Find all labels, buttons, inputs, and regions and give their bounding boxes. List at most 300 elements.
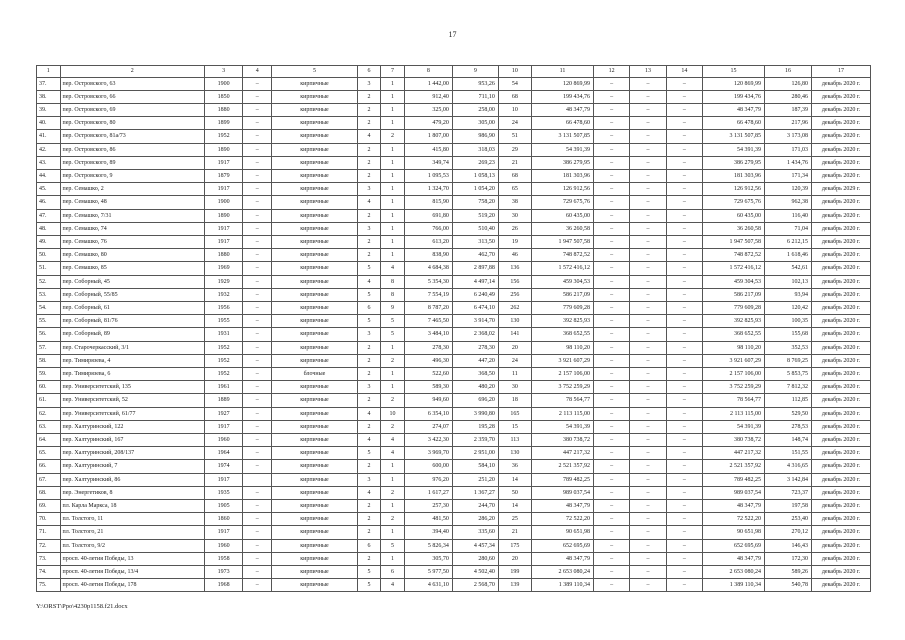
cell-col-4: – [243,301,272,314]
header-cell-cost-per-sqm: 16 [765,66,812,78]
cell-floors: 2 [357,143,381,156]
cell-col-4: – [243,526,272,539]
cell-col-13: – [630,196,666,209]
header-cell-cost: 11 [531,66,593,78]
cell-year-built: 1917 [204,156,242,169]
cell-floors: 2 [357,460,381,473]
cell-address: пер. Островского, 9 [60,169,204,182]
cell-col-14: – [666,301,702,314]
cell-col-13: – [630,367,666,380]
cell-col-13: – [630,566,666,579]
cell-address: пер. Халтуринский, 208/137 [60,447,204,460]
cell-floors: 3 [357,381,381,394]
cell-address: пер. Халтуринский, 86 [60,473,204,486]
table-row [37,486,871,499]
header-cell-residents: 10 [498,66,531,78]
cell-year-built: 1880 [204,249,242,262]
cell-cost-per-sqm: 112,85 [765,394,812,407]
cell-year-built: 1899 [204,117,242,130]
cell-cost-per-sqm: 5 853,75 [765,367,812,380]
cell-cost: 2 157 106,00 [531,367,593,380]
cell-year-built: 1969 [204,262,242,275]
cell-cost-per-sqm: 93,94 [765,288,812,301]
cell-cost-total: 36 260,58 [703,222,765,235]
cell-col-14: – [666,235,702,248]
cell-living-area: 480,20 [452,381,498,394]
cell-deadline: декабрь 2020 г. [812,169,871,182]
table-row [37,367,871,380]
cell-year-built: 1890 [204,209,242,222]
cell-entrances: 1 [381,156,405,169]
cell-cost: 380 738,72 [531,433,593,446]
cell-living-area: 1 054,20 [452,183,498,196]
cell-cost: 386 279,95 [531,156,593,169]
cell-residents: 256 [498,288,531,301]
cell-entrances: 1 [381,169,405,182]
cell-col-13: – [630,526,666,539]
cell-cost: 181 303,96 [531,169,593,182]
cell-cost-total: 380 738,72 [703,433,765,446]
table-row [37,566,871,579]
cell-deadline: декабрь 2020 г. [812,156,871,169]
cell-cost-total: 3 921 607,29 [703,354,765,367]
cell-address: пер. Тимирязева, 6 [60,367,204,380]
cell-total-area: 691,80 [404,209,452,222]
cell-cost-total: 459 304,53 [703,275,765,288]
cell-row-number: 62. [37,407,61,420]
cell-deadline: декабрь 2020 г. [812,500,871,513]
cell-cost: 126 912,56 [531,183,593,196]
cell-residents: 113 [498,433,531,446]
cell-cost-per-sqm: 540,78 [765,579,812,592]
cell-col-12: – [593,328,629,341]
table-body [37,66,871,592]
cell-col-13: – [630,183,666,196]
cell-cost-total: 54 391,39 [703,143,765,156]
cell-col-13: – [630,288,666,301]
cell-wall-material: кирпичные [272,539,358,552]
cell-residents: 14 [498,473,531,486]
table-row [37,90,871,103]
cell-wall-material: кирпичные [272,301,358,314]
cell-wall-material: кирпичные [272,262,358,275]
cell-floors: 2 [357,156,381,169]
cell-total-area: 496,30 [404,354,452,367]
cell-address: пер. Халтуринский, 122 [60,420,204,433]
cell-col-4: – [243,249,272,262]
cell-total-area: 394,40 [404,526,452,539]
cell-living-area: 2 897,88 [452,262,498,275]
cell-cost-per-sqm: 3 173,08 [765,130,812,143]
cell-residents: 15 [498,420,531,433]
cell-cost-per-sqm: 102,13 [765,275,812,288]
cell-cost-total: 1 389 110,34 [703,579,765,592]
cell-col-12: – [593,500,629,513]
cell-year-built: 1900 [204,77,242,90]
cell-cost: 2 653 080,24 [531,566,593,579]
cell-col-4 [243,473,272,486]
cell-deadline: декабрь 2020 г. [812,420,871,433]
cell-cost-total: 48 347,79 [703,500,765,513]
cell-floors: 4 [357,407,381,420]
cell-col-13: – [630,249,666,262]
cell-cost: 1 572 416,12 [531,262,593,275]
cell-address: пер. Семашко, 80 [60,249,204,262]
cell-row-number: 52. [37,275,61,288]
header-cell-col-14: 14 [666,66,702,78]
cell-floors: 5 [357,262,381,275]
cell-address: просп. 40-летия Победы, 13 [60,552,204,565]
cell-cost-total: 78 564,77 [703,394,765,407]
cell-year-built: 1905 [204,500,242,513]
cell-row-number: 73. [37,552,61,565]
cell-row-number: 54. [37,301,61,314]
cell-entrances: 2 [381,420,405,433]
cell-deadline: декабрь 2020 г. [812,381,871,394]
cell-cost: 729 675,76 [531,196,593,209]
table-row [37,117,871,130]
cell-address: пл. Толстого, 9/2 [60,539,204,552]
cell-year-built: 1917 [204,420,242,433]
cell-cost-total: 54 391,39 [703,420,765,433]
cell-wall-material: кирпичные [272,566,358,579]
table-row [37,222,871,235]
cell-total-area: 3 422,30 [404,433,452,446]
cell-col-4: – [243,196,272,209]
cell-col-12: – [593,249,629,262]
cell-cost: 459 304,53 [531,275,593,288]
cell-col-12: – [593,407,629,420]
cell-total-area: 838,90 [404,249,452,262]
cell-col-4: – [243,117,272,130]
cell-col-14: – [666,526,702,539]
cell-cost-per-sqm: 1 434,76 [765,156,812,169]
cell-cost: 3 921 607,29 [531,354,593,367]
cell-col-14: – [666,447,702,460]
cell-floors: 2 [357,117,381,130]
cell-living-area: 4 457,34 [452,539,498,552]
cell-floors: 2 [357,394,381,407]
cell-address: просп. 40-летия Победы, 178 [60,579,204,592]
cell-residents: 50 [498,486,531,499]
cell-col-4: – [243,130,272,143]
cell-wall-material: кирпичные [272,288,358,301]
cell-deadline: декабрь 2020 г. [812,196,871,209]
cell-col-14: – [666,328,702,341]
cell-address: пер. Семашко, 85 [60,262,204,275]
cell-col-12: – [593,539,629,552]
cell-year-built: 1932 [204,288,242,301]
cell-col-13: – [630,301,666,314]
cell-wall-material: кирпичные [272,341,358,354]
cell-cost-total: 72 522,20 [703,513,765,526]
cell-col-12: – [593,222,629,235]
cell-year-built: 1961 [204,381,242,394]
cell-col-13: – [630,460,666,473]
cell-deadline: декабрь 2020 г. [812,262,871,275]
cell-col-14: – [666,315,702,328]
cell-living-area: 510,40 [452,222,498,235]
cell-living-area: 1 058,13 [452,169,498,182]
cell-col-4: – [243,394,272,407]
cell-cost: 90 651,98 [531,526,593,539]
cell-living-area: 696,20 [452,394,498,407]
cell-col-13: – [630,209,666,222]
cell-col-13: – [630,130,666,143]
cell-cost: 1 947 507,58 [531,235,593,248]
cell-col-14: – [666,420,702,433]
cell-col-12: – [593,169,629,182]
cell-address: пер. Энергетиков, 8 [60,486,204,499]
cell-col-12: – [593,130,629,143]
cell-col-12: – [593,275,629,288]
cell-col-13: – [630,275,666,288]
cell-living-area: 6 240,49 [452,288,498,301]
cell-entrances: 2 [381,486,405,499]
cell-cost-per-sqm: 217,96 [765,117,812,130]
cell-address: пер. Университетский, 135 [60,381,204,394]
cell-year-built: 1964 [204,447,242,460]
cell-col-13: – [630,394,666,407]
cell-wall-material: кирпичные [272,328,358,341]
cell-col-13: – [630,90,666,103]
cell-deadline: декабрь 2020 г. [812,367,871,380]
cell-wall-material: кирпичные [272,407,358,420]
cell-col-4: – [243,156,272,169]
cell-cost: 748 872,52 [531,249,593,262]
cell-col-4: – [243,486,272,499]
cell-col-13: – [630,77,666,90]
cell-col-12: – [593,288,629,301]
cell-col-14: – [666,433,702,446]
cell-col-4: – [243,169,272,182]
cell-year-built: 1956 [204,301,242,314]
cell-address: пер. Островского, 86 [60,143,204,156]
cell-residents: 30 [498,209,531,222]
cell-cost-total: 652 695,69 [703,539,765,552]
cell-entrances: 8 [381,275,405,288]
cell-col-13: – [630,169,666,182]
cell-living-area: 258,00 [452,103,498,116]
cell-cost-per-sqm: 116,40 [765,209,812,222]
cell-living-area: 286,20 [452,513,498,526]
cell-col-13: – [630,381,666,394]
cell-cost-total: 181 303,96 [703,169,765,182]
cell-cost-total: 2 113 115,00 [703,407,765,420]
cell-residents: 29 [498,143,531,156]
cell-address: пер. Университетский, 61/77 [60,407,204,420]
cell-cost-total: 48 347,79 [703,103,765,116]
cell-cost-total: 789 482,25 [703,473,765,486]
cell-residents: 46 [498,249,531,262]
table-row [37,539,871,552]
cell-col-13: – [630,156,666,169]
table-header-row [37,66,871,78]
cell-col-12: – [593,117,629,130]
cell-cost-total: 126 912,56 [703,183,765,196]
cell-cost-total: 90 651,98 [703,526,765,539]
table-row [37,513,871,526]
cell-residents: 165 [498,407,531,420]
cell-deadline: декабрь 2020 г. [812,539,871,552]
cell-cost: 2 521 357,92 [531,460,593,473]
cell-residents: 262 [498,301,531,314]
cell-wall-material: блочные [272,367,358,380]
cell-year-built: 1974 [204,460,242,473]
cell-floors: 4 [357,433,381,446]
cell-col-4: – [243,354,272,367]
cell-residents: 54 [498,77,531,90]
cell-total-area: 257,30 [404,500,452,513]
cell-residents: 11 [498,367,531,380]
cell-col-14: – [666,381,702,394]
table-row [37,315,871,328]
cell-cost-per-sqm: 723,37 [765,486,812,499]
cell-row-number: 40. [37,117,61,130]
cell-row-number: 45. [37,183,61,196]
cell-cost: 392 825,93 [531,315,593,328]
cell-total-area: 274,07 [404,420,452,433]
cell-wall-material: кирпичные [272,433,358,446]
cell-wall-material: кирпичные [272,235,358,248]
cell-col-14: – [666,103,702,116]
cell-wall-material: кирпичные [272,381,358,394]
cell-wall-material: кирпичные [272,579,358,592]
cell-deadline: декабрь 2020 г. [812,486,871,499]
cell-total-area: 5 977,50 [404,566,452,579]
cell-year-built: 1879 [204,169,242,182]
cell-living-area: 758,20 [452,196,498,209]
cell-floors: 5 [357,447,381,460]
cell-col-12: – [593,354,629,367]
cell-cost-per-sqm: 278,53 [765,420,812,433]
cell-entrances: 5 [381,315,405,328]
cell-address: пер. Семашко, 76 [60,235,204,248]
cell-cost-total: 989 037,54 [703,486,765,499]
cell-col-4: – [243,513,272,526]
cell-col-14: – [666,249,702,262]
cell-living-area: 2 568,70 [452,579,498,592]
cell-wall-material: кирпичные [272,500,358,513]
cell-year-built: 1917 [204,222,242,235]
cell-deadline: декабрь 2020 г. [812,341,871,354]
cell-row-number: 47. [37,209,61,222]
cell-cost-per-sqm: 6 212,15 [765,235,812,248]
cell-col-12: – [593,579,629,592]
cell-entrances: 2 [381,130,405,143]
cell-floors: 4 [357,275,381,288]
cell-cost-per-sqm: 120,42 [765,301,812,314]
cell-total-area: 7 554,19 [404,288,452,301]
cell-row-number: 70. [37,513,61,526]
cell-col-4: – [243,407,272,420]
cell-year-built: 1917 [204,183,242,196]
cell-cost-per-sqm: 270,12 [765,526,812,539]
cell-total-area: 3 484,10 [404,328,452,341]
cell-floors: 2 [357,513,381,526]
cell-living-area: 584,10 [452,460,498,473]
cell-col-12: – [593,77,629,90]
cell-col-12: – [593,90,629,103]
cell-cost: 199 434,76 [531,90,593,103]
cell-floors: 2 [357,526,381,539]
header-cell-col-13: 13 [630,66,666,78]
cell-total-area: 4 684,38 [404,262,452,275]
cell-cost: 54 391,39 [531,143,593,156]
cell-row-number: 57. [37,341,61,354]
cell-deadline: декабрь 2020 г. [812,117,871,130]
table-row [37,579,871,592]
cell-col-13: – [630,473,666,486]
cell-residents: 26 [498,222,531,235]
cell-cost-per-sqm: 1 618,46 [765,249,812,262]
cell-floors: 2 [357,235,381,248]
cell-year-built: 1960 [204,433,242,446]
cell-total-area: 766,00 [404,222,452,235]
table-row [37,354,871,367]
cell-year-built: 1890 [204,143,242,156]
cell-col-12: – [593,420,629,433]
cell-address: пер. Тимирязева, 4 [60,354,204,367]
table-row [37,447,871,460]
cell-residents: 139 [498,579,531,592]
cell-living-area: 519,20 [452,209,498,222]
table-row [37,143,871,156]
cell-total-area: 479,20 [404,117,452,130]
cell-cost: 98 110,20 [531,341,593,354]
cell-col-4: – [243,420,272,433]
table-row [37,262,871,275]
cell-row-number: 60. [37,381,61,394]
cell-cost-total: 1 947 507,58 [703,235,765,248]
cell-col-14: – [666,77,702,90]
cell-col-4: – [243,552,272,565]
table-row [37,275,871,288]
table-row [37,341,871,354]
cell-col-14: – [666,473,702,486]
cell-entrances: 1 [381,222,405,235]
cell-year-built: 1900 [204,196,242,209]
cell-total-area: 976,20 [404,473,452,486]
cell-total-area: 278,30 [404,341,452,354]
cell-total-area: 5 826,34 [404,539,452,552]
cell-total-area: 815,90 [404,196,452,209]
cell-entrances: 1 [381,235,405,248]
cell-wall-material: кирпичные [272,77,358,90]
cell-col-12: – [593,262,629,275]
cell-col-14: – [666,262,702,275]
cell-row-number: 74. [37,566,61,579]
cell-wall-material: кирпичные [272,196,358,209]
cell-residents: 175 [498,539,531,552]
cell-residents: 65 [498,183,531,196]
cell-address: пер. Островского, 80 [60,117,204,130]
cell-entrances: 1 [381,249,405,262]
cell-col-14: – [666,539,702,552]
cell-row-number: 72. [37,539,61,552]
cell-total-area: 613,20 [404,235,452,248]
cell-floors: 5 [357,566,381,579]
cell-cost-total: 447 217,32 [703,447,765,460]
cell-deadline: декабрь 2020 г. [812,354,871,367]
header-cell-deadline: 17 [812,66,871,78]
cell-deadline: декабрь 2020 г. [812,143,871,156]
cell-row-number: 49. [37,235,61,248]
cell-col-13: – [630,117,666,130]
cell-cost: 36 260,58 [531,222,593,235]
cell-entrances: 1 [381,77,405,90]
cell-cost: 72 522,20 [531,513,593,526]
